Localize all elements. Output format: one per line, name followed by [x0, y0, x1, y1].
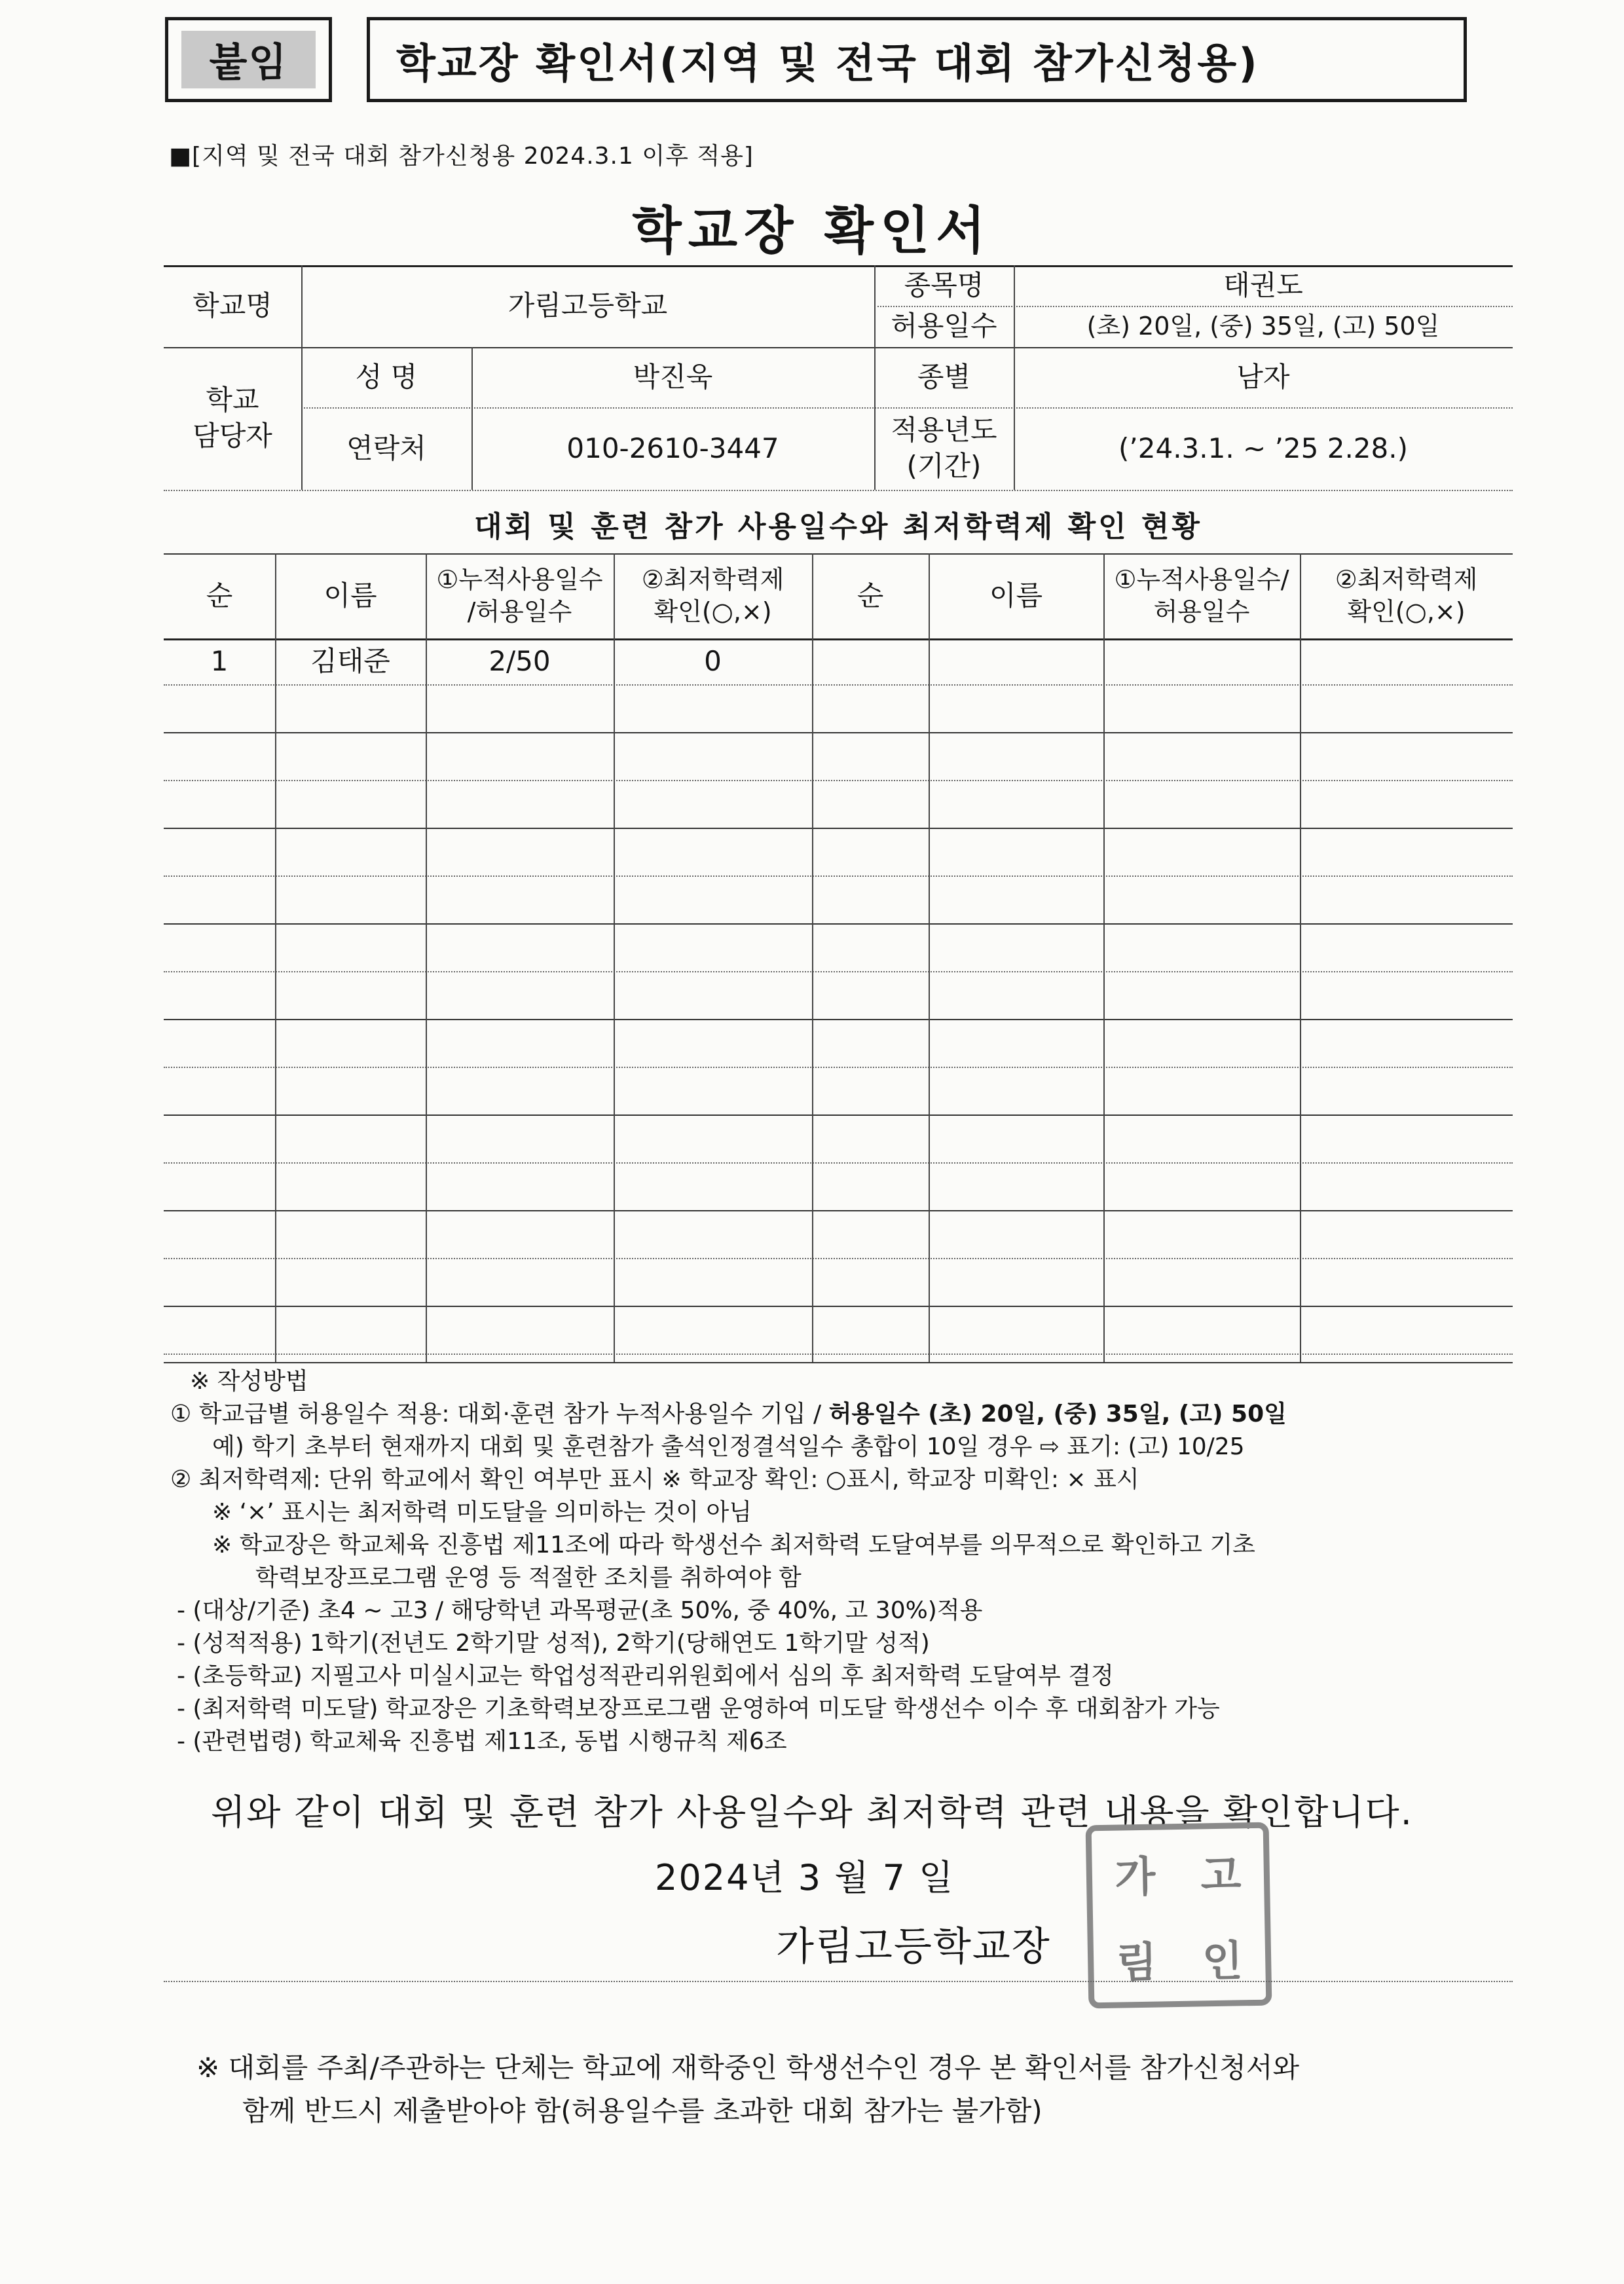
col-days-header-line2: /허용일수 — [467, 597, 572, 626]
row1-name: 김태준 — [310, 644, 390, 677]
table-row-line — [164, 1258, 1513, 1259]
allowed-days-value: (초) 20일, (중) 35일, (고) 50일 — [1086, 311, 1440, 341]
row1-no: 1 — [210, 644, 229, 677]
row1-days: 2/50 — [489, 644, 551, 677]
period-label-line2: (기간) — [906, 450, 982, 482]
name-label: 성 명 — [355, 360, 418, 393]
name-value: 박진욱 — [633, 360, 713, 393]
status-section-title: 대회 및 훈련 참가 사용일수와 최저학력제 확인 현황 — [474, 510, 1202, 543]
table-row-line — [164, 780, 1513, 781]
writing-instructions — [170, 1365, 1545, 1758]
sport-value: 태권도 — [1223, 268, 1303, 301]
manager-label-line2: 담당자 — [193, 420, 272, 452]
col-no-header-right: 순 — [857, 579, 884, 612]
col-name-header: 이름 — [323, 579, 377, 612]
col-days-header-right-line2: 허용일수 — [1153, 597, 1250, 626]
note-1 — [170, 1398, 1545, 1431]
col-days-header-right-line1: ①누적사용일수/ — [1114, 564, 1289, 594]
table-row-line — [164, 1067, 1513, 1068]
status-col-divider — [1300, 553, 1301, 1362]
contact-value: 010-2610-3447 — [566, 432, 779, 464]
detail-4: - (최저학력 미도달) 학교장은 기초학력보장프로그램 운영하여 미도달 학생선수 이수 후 대회참가 가능 — [177, 1695, 1220, 1722]
school-label: 학교명 — [193, 289, 272, 322]
info-divider — [164, 490, 1513, 491]
note-2-sub-a: ※ ‘×’ 표시는 최저학력 미도달을 의미하는 것이 아님 — [212, 1499, 752, 1526]
footer-line-1: ※ 대회를 주최/주관하는 단체는 학교에 재학중인 학생선수인 경우 본 확인서를 참가신청서와 — [196, 2052, 1300, 2084]
sport-label: 종목명 — [904, 268, 984, 301]
col-check-header — [614, 553, 812, 638]
attachment-tag-box — [165, 17, 332, 102]
status-table-bottom-line — [164, 1362, 1513, 1363]
status-col-divider — [812, 553, 813, 1362]
stamp-char: 인 — [1202, 1936, 1244, 1986]
col-days-header-line1: ①누적사용일수 — [436, 564, 603, 594]
footer-line-2: 함께 반드시 제출받아야 함(허용일수를 초과한 대회 참가는 불가함) — [242, 2095, 1043, 2127]
stamp-char: 가 — [1114, 1852, 1156, 1902]
manager-label — [164, 347, 301, 490]
detail-1: - (대상/기준) 초4 ~ 고3 / 해당학년 과목평균(초 50%, 중 40%, 고 30%)적용 — [177, 1597, 983, 1624]
table-row-line — [164, 1306, 1513, 1307]
note-2: ② 최저학력제: 단위 학교에서 확인 여부만 표시 ※ 학교장 확인: ○표시, 학교장 미확인: × 표시 — [170, 1466, 1139, 1493]
stamp-char: 고 — [1200, 1850, 1242, 1900]
table-row-line — [164, 1210, 1513, 1211]
gender-label: 종별 — [917, 360, 971, 393]
detail-2: - (성적적용) 1학기(전년도 2학기말 성적), 2학기(당해연도 1학기말 성적) — [177, 1630, 930, 1657]
col-check-header-line2: 확인(○,×) — [654, 597, 772, 626]
footer-divider — [164, 1981, 1513, 1982]
stamp-char: 림 — [1116, 1938, 1158, 1988]
table-row-line — [164, 828, 1513, 829]
col-no-header: 순 — [206, 579, 233, 612]
note-2-sub-b2: 학력보장프로그램 운영 등 적절한 조치를 취하여야 함 — [255, 1564, 802, 1591]
notes-heading: ※ 작성방법 — [190, 1368, 308, 1395]
note-1-text: ① 학교급별 허용일수 적용: 대회·훈련 참가 누적사용일수 기입 / — [170, 1401, 829, 1428]
period-value: (’24.3.1. ~ ’25 2.28.) — [1118, 432, 1408, 464]
note-1-example: 예) 학기 초부터 현재까지 대회 및 훈련참가 출석인정결석일수 총합이 10일 경우 ⇨ 표기: (고) 10/25 — [212, 1433, 1245, 1460]
note-1-bold: 허용일수 (초) 20일, (중) 35일, (고) 50일 — [828, 1401, 1287, 1428]
allowed-days-label: 허용일수 — [891, 310, 997, 342]
col-days-header-right — [1103, 553, 1300, 638]
school-value: 가림고등학교 — [507, 289, 668, 322]
detail-3: - (초등학교) 지필고사 미실시교는 학업성적관리위원회에서 심의 후 최저학력 도달여부 결정 — [177, 1663, 1114, 1689]
table-row-line — [164, 732, 1513, 733]
signature-date: 2024년 3 월 7 일 — [655, 1857, 955, 1898]
gender-value: 남자 — [1236, 360, 1290, 393]
table-row-line — [164, 1162, 1513, 1164]
col-check-header-right-line1: ②최저학력제 — [1335, 564, 1478, 594]
contact-label: 연락처 — [346, 432, 426, 464]
table-row-line — [164, 684, 1513, 686]
principal-name: 가림고등학교장 — [776, 1924, 1051, 1970]
document-title: 학교장 확인서 — [632, 202, 992, 261]
period-label — [874, 407, 1014, 490]
col-check-header-right — [1300, 553, 1513, 638]
col-name-header-right: 이름 — [989, 579, 1043, 612]
period-label-line1: 적용년도 — [891, 414, 997, 447]
confirmation-statement: 위와 같이 대회 및 훈련 참가 사용일수와 최저학력 관련 내용을 확인합니다. — [211, 1792, 1413, 1833]
manager-label-line1: 학교 — [206, 384, 259, 416]
table-row-line — [164, 1019, 1513, 1020]
col-check-header-line1: ②최저학력제 — [641, 564, 784, 594]
col-check-header-right-line2: 확인(○,×) — [1347, 597, 1466, 626]
table-row-line — [164, 875, 1513, 877]
table-row-line — [164, 1114, 1513, 1116]
col-days-header — [426, 553, 614, 638]
footer-note — [196, 2046, 1506, 2133]
table-row-line — [164, 923, 1513, 925]
note-2-sub-b1: ※ 학교장은 학교체육 진흥법 제11조에 따라 학생선수 최저학력 도달여부를 의무적으로 확인하고 기초 — [212, 1532, 1255, 1558]
row1-check: 0 — [704, 644, 722, 677]
table-row-line — [164, 971, 1513, 972]
document-header-title: 학교장 확인서(지역 및 전국 대회 참가신청용) — [367, 17, 1467, 102]
attachment-tag: 붙임 — [181, 31, 316, 88]
applicability-note: ■[지역 및 전국 대회 참가신청용 2024.3.1 이후 적용] — [169, 143, 754, 170]
detail-5: - (관련법령) 학교체육 진흥법 제11조, 동법 시행규칙 제6조 — [177, 1728, 787, 1755]
status-col-divider — [1103, 553, 1105, 1362]
table-row-line — [164, 1354, 1513, 1355]
status-col-divider — [929, 553, 930, 1362]
